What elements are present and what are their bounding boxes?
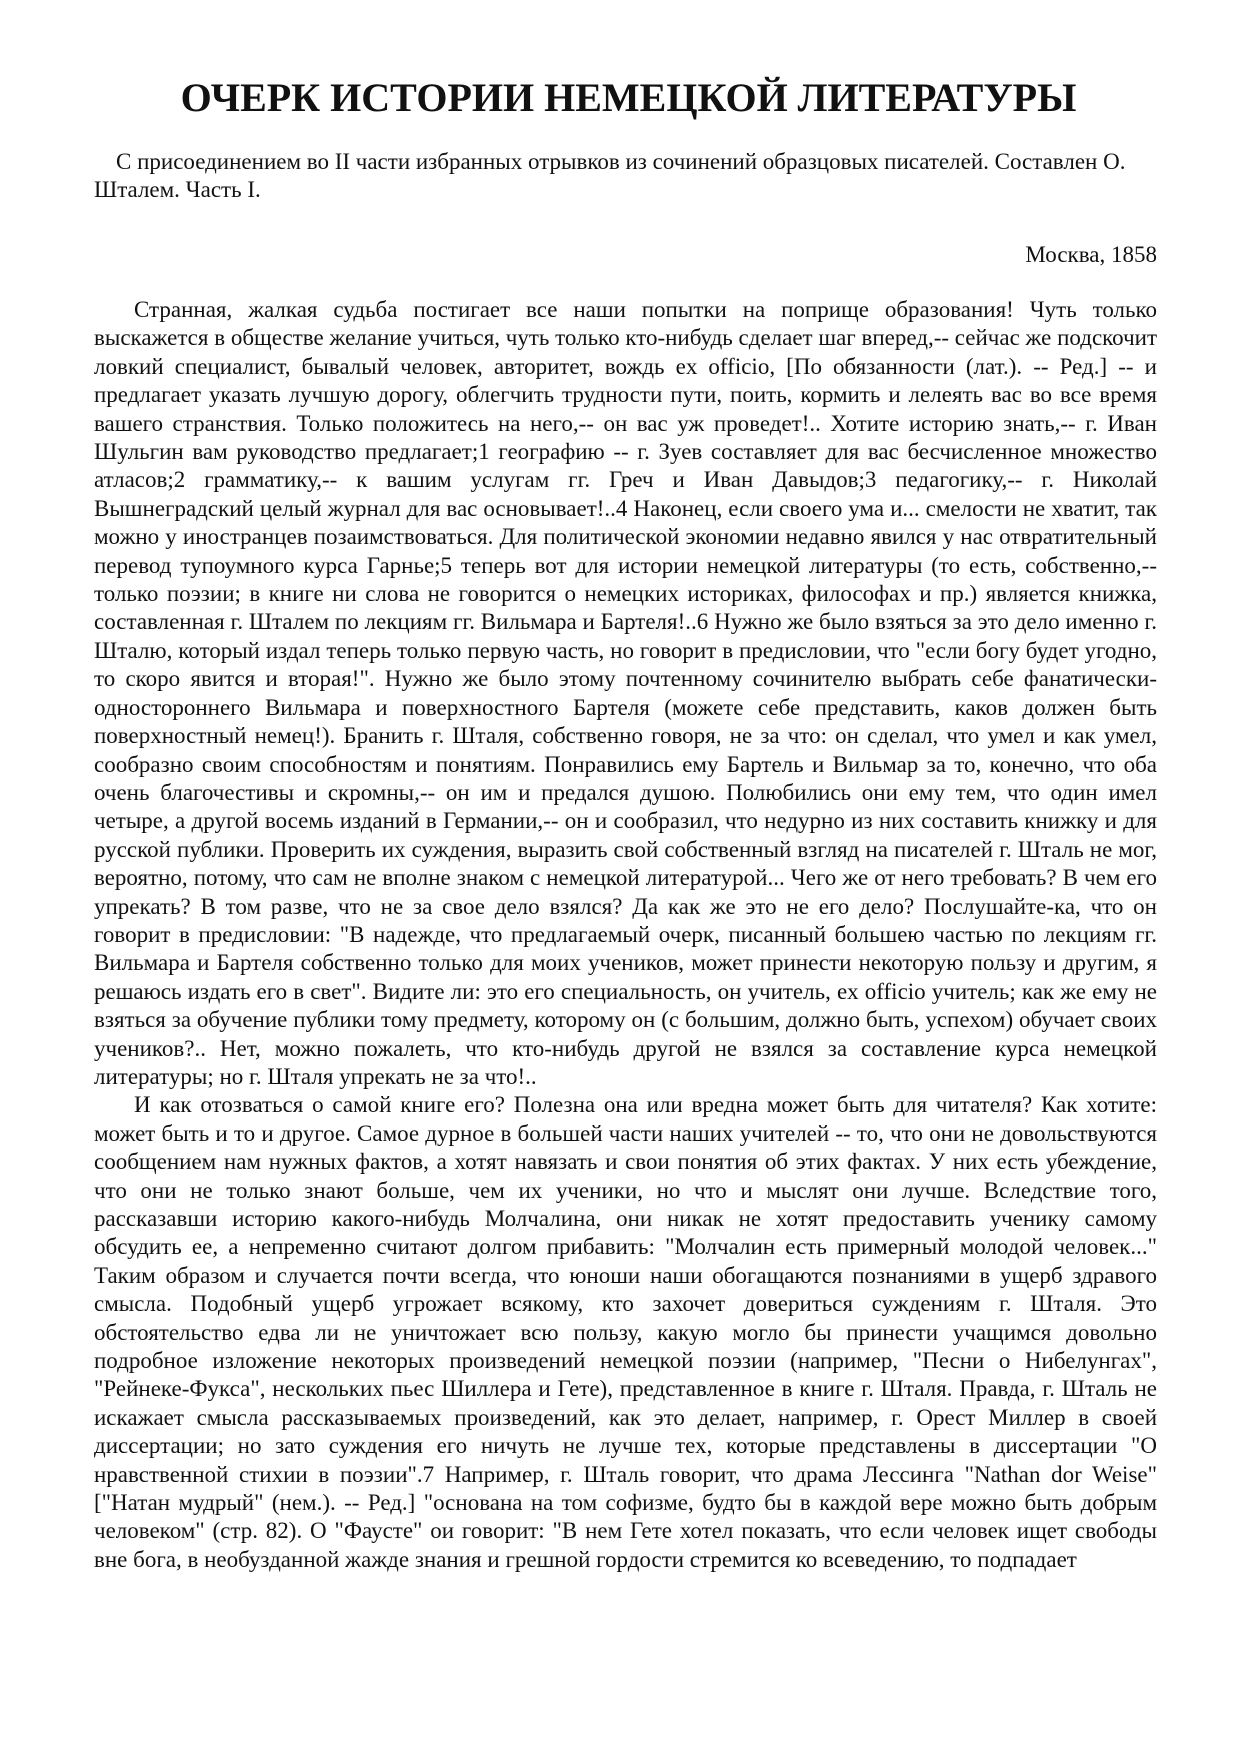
body-paragraph: Странная, жалкая судьба постигает все наши попытки на поприще образования! Чуть только выскажется в обществе желание учиться, чуть только кто-нибудь сделает шаг вперед,-- сейчас же подскочит ловкий специалист, бывалый человек, авторитет, вождь ex officio, [По обязанности (лат.). -- Ред.] -- и предлагает указать лучшую дорогу, облегчить трудности пути, поить, кормить и лелеять вас во все время вашего странствия. Только положитесь на него,-- он вас уж проведет!.. Хотите историю знать,-- г. Иван Шульгин вам руководство предлагает;1 географию -- г. Зуев составляет для вас бесчисленное множество атласов;2 грамматику,-- к вашим услугам гг. Греч и Иван Давыдов;3 педагогику,-- г. Николай Вышнеградский целый журнал для вас основывает!..4 Наконец, если своего ума и... смелости не хватит, так можно у иностранцев позаимствоваться. Для политической экономии недавно явился у нас отвратительный перевод тупоумного курса Гарнье;5 теперь вот для истории немецкой литературы (то есть, собственно,-- только поэзии; в книге ни слова не говорится о немецких историках, философах и пр.) является книжка, составленная г. Шталем по лекциям гг. Вильмара и Бартеля!..6 Нужно же было взяться за это дело именно г. Шталю, который издал теперь только первую часть, но говорит в предисловии, что "если богу будет угодно, то скоро явится и вторая!". Нужно же было этому почтенному сочинителю выбрать себе фанатически-одностороннего Вильмара и поверхностного Бартеля (можете себе представить, каков должен быть поверхностный немец!). Бранить г. Шталя, собственно говоря, не за что: он сделал, что умел и как умел, сообразно своим способностям и понятиям. Понравились ему Бартель и Вильмар за то, конечно, что оба очень благочестивы и скромны,-- он им и предался душою. Полюбились они ему тем, что один имел четыре, а другой восемь изданий в Германии,-- он и сообразил, что недурно из них составить книжку и для русской публики. Проверить их суждения, выразить свой собственный взгляд на писателей г. Шталь не мог, вероятно, потому, что сам не вполне знаком с немецкой литературой... Чего же от него требовать? В чем его упрекать? В том разве, что не за свое дело взялся? Да как же это не его дело? Послушайте-ка, что он говорит в предисловии: "В надежде, что предлагаемый очерк, писанный большею частью по лекциям гг. Вильмара и Бартеля собственно только для моих учеников, может принести некоторую пользу и другим, я решаюсь издать его в свет". Видите ли: это его специальность, он учитель, ex officio учитель; как же ему не взяться за обучение публики тому предмету, которому он (с большим, должно быть, успехом) обучает своих учеников?.. Нет, можно пожалеть, что кто-нибудь другой не взялся за составление курса немецкой литературы; но г. Шталя упрекать не за что!.. bbox=[94, 297, 1157, 1089]
document-body bbox=[94, 296, 1157, 1574]
body-paragraph: И как отозваться о самой книге его? Полезна она или вредна может быть для читателя? Как хотите: может быть и то и другое. Самое дурное в большей части наших учителей -- то, что они не довольствуются сообщением нам нужных фактов, а хотят навязать и свои понятия об этих фактах. У них есть убеждение, что они не только знают больше, чем их ученики, но что и мыслят они лучше. Вследствие того, рассказавши историю какого-нибудь Молчалина, они никак не хотят предоставить ученику самому обсудить ее, а непременно считают долгом прибавить: "Молчалин есть примерный молодой человек..." Таким образом и случается почти всегда, что юноши наши обогащаются познаниями в ущерб здравого смысла. Подобный ущерб угрожает всякому, кто захочет довериться суждениям г. Шталя. Это обстоятельство едва ли не уничтожает всю пользу, какую могло бы принести учащимся довольно подробное изложение некоторых произведений немецкой поэзии (например, "Песни о Нибелунгах", "Рейнеке-Фукса", нескольких пьес Шиллера и Гете), представленное в книге г. Шталя. Правда, г. Шталь не искажает смысла рассказываемых произведений, как это делает, например, г. Орест Миллер в своей диссертации; но зато суждения его ничуть не лучше тех, которые представлены в диссертации "О нравственной стихии в поэзии".7 Например, г. Шталь говорит, что драма Лессинга "Nathan dor Weise" ["Натан мудрый" (нем.). -- Ред.] "основана на том софизме, будто бы в каждой вере можно быть добрым человеком" (стр. 82). О "Фаусте" ои говорит: "В нем Гете хотел показать, что если человек ищет свободы вне бога, в необузданной жажде знания и грешной гордости стремится ко всеведению, то подпадает bbox=[94, 1092, 1157, 1572]
place-and-date: Москва, 1858 bbox=[1025, 242, 1157, 267]
document-title: ОЧЕРК ИСТОРИИ НЕМЕЦКОЙ ЛИТЕРАТУРЫ bbox=[180, 75, 1077, 120]
document-subtitle: С присоединением во II части избранных отрывков из сочинений образцовых писателей. Составлен О. Шталем. Часть I. bbox=[94, 149, 1126, 202]
